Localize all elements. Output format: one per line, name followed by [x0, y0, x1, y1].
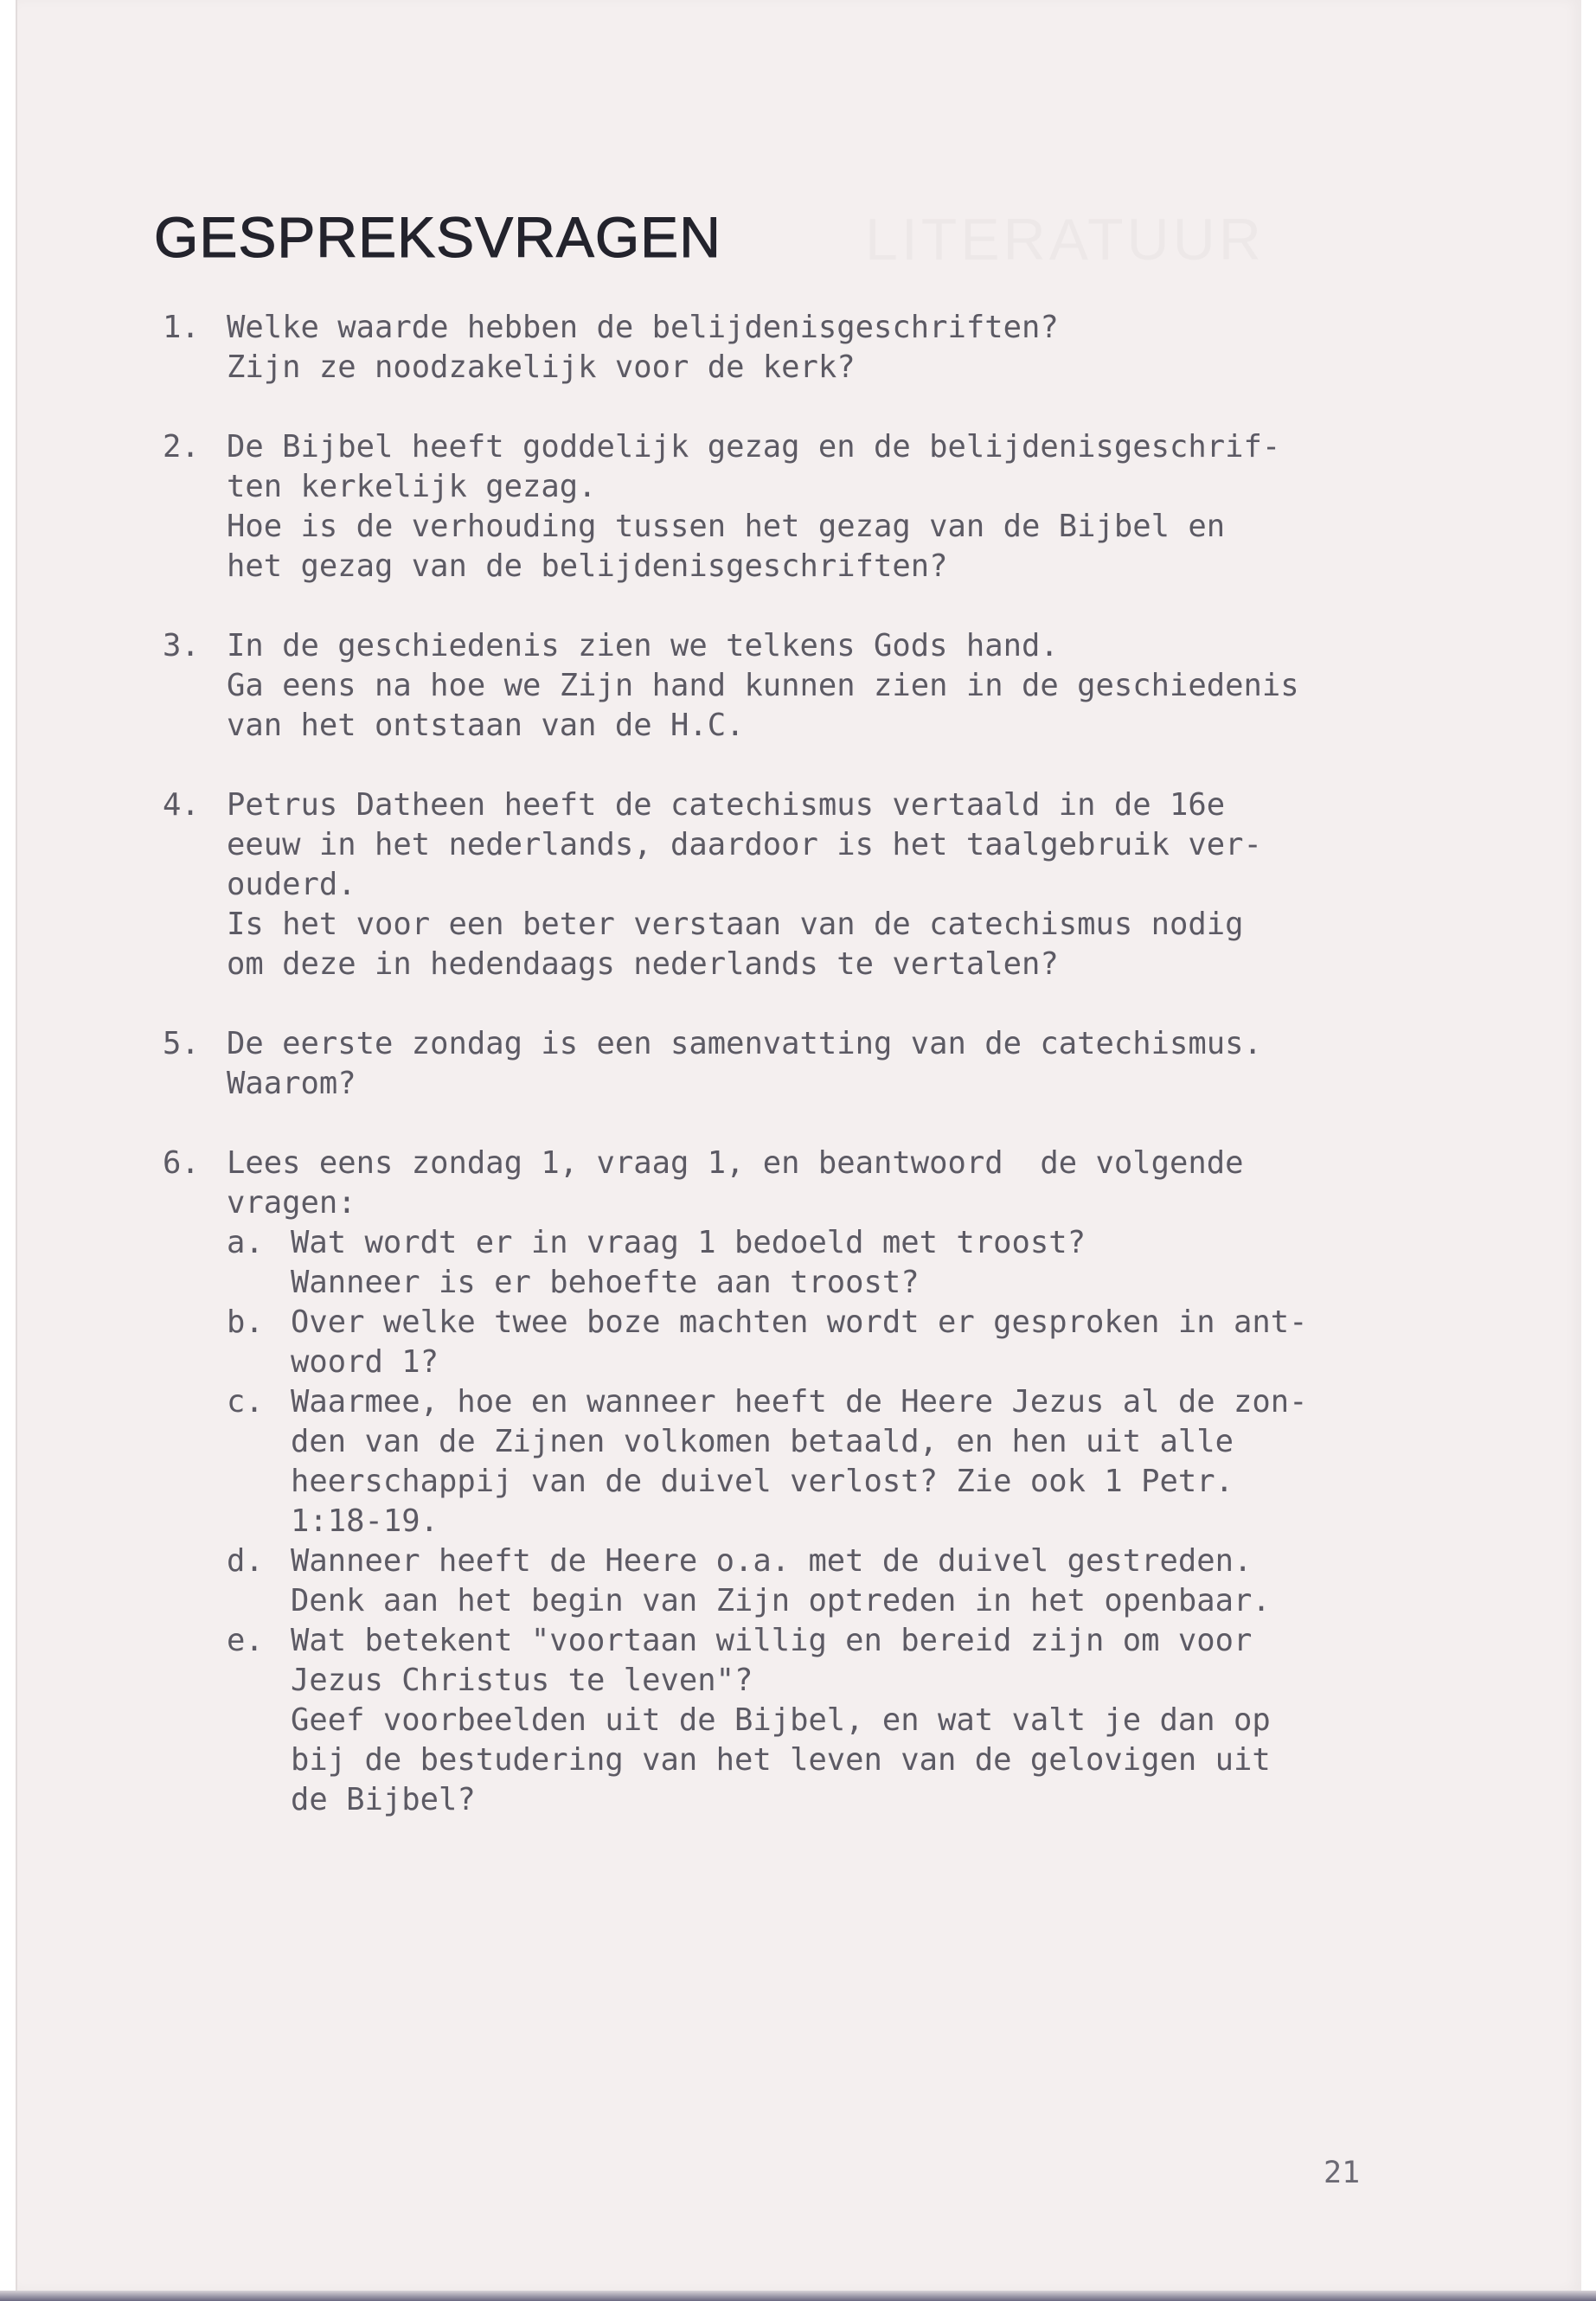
subquestion-item — [227, 1382, 1434, 1541]
subquestion-list — [227, 1223, 1434, 1820]
subquestion-item — [227, 1303, 1434, 1382]
question-text — [227, 626, 1434, 746]
question-line: Waarom? — [227, 1066, 356, 1101]
page-number: 21 — [1324, 2156, 1361, 2190]
question-line: vragen: — [227, 1185, 356, 1221]
subquestion-item — [227, 1541, 1434, 1621]
question-text — [227, 1024, 1434, 1104]
subquestion-text — [291, 1223, 1434, 1303]
question-line: De eerste zondag is een samenvatting van de catechismus. — [227, 1026, 1262, 1061]
question-text — [227, 1144, 1434, 1820]
subquestion-line: Wanneer heeft de Heere o.a. met de duivel gestreden. — [291, 1543, 1253, 1579]
question-line: Ga eens na hoe we Zijn hand kunnen zien in de geschiedenis — [227, 668, 1299, 703]
question-line: In de geschiedenis zien we telkens Gods hand. — [227, 628, 1059, 663]
question-line: Is het voor een beter verstaan van de catechismus nodig — [227, 907, 1244, 942]
question-text — [227, 308, 1434, 388]
show-through-text: LITERATUUR — [865, 207, 1265, 272]
subquestion-line: Over welke twee boze machten wordt er gesproken in ant- — [291, 1304, 1308, 1340]
subquestion-line: Geef voorbeelden uit de Bijbel, en wat valt je dan op — [291, 1702, 1271, 1738]
book-page — [16, 0, 1581, 2291]
question-item — [163, 785, 1434, 984]
question-line: Lees eens zondag 1, vraag 1, en beantwoord de volgende — [227, 1145, 1244, 1181]
subquestion-line: Wat wordt er in vraag 1 bedoeld met troost? — [291, 1225, 1086, 1260]
subquestion-label: e. — [227, 1623, 264, 1658]
question-line: ouderd. — [227, 867, 356, 902]
question-line: van het ontstaan van de H.C. — [227, 708, 745, 743]
question-text — [227, 785, 1434, 984]
subquestion-line: den van de Zijnen volkomen betaald, en hen uit alle — [291, 1424, 1234, 1459]
subquestion-line: Wat betekent "voortaan willig en bereid zijn om voor — [291, 1623, 1253, 1658]
question-text — [227, 427, 1434, 586]
question-number: 1. — [163, 310, 200, 345]
question-line: eeuw in het nederlands, daardoor is het taalgebruik ver- — [227, 827, 1262, 862]
subquestion-text — [291, 1303, 1434, 1382]
question-line: Hoe is de verhouding tussen het gezag van de Bijbel en — [227, 509, 1226, 544]
subquestion-line: Jezus Christus te leven"? — [291, 1663, 753, 1698]
question-number: 3. — [163, 628, 200, 663]
subquestion-label: c. — [227, 1384, 264, 1420]
subquestion-line: woord 1? — [291, 1344, 439, 1380]
subquestion-line: Waarmee, hoe en wanneer heeft de Heere Jezus al de zon- — [291, 1384, 1308, 1420]
subquestion-line: heerschappij van de duivel verlost? Zie ook 1 Petr. — [291, 1464, 1234, 1499]
question-item — [163, 427, 1434, 586]
question-number: 4. — [163, 787, 200, 823]
question-item — [163, 308, 1434, 388]
subquestion-line: bij de bestudering van het leven van de gelovigen uit — [291, 1742, 1271, 1778]
subquestion-line: 1:18-19. — [291, 1503, 439, 1539]
subquestion-item — [227, 1223, 1434, 1303]
question-item — [163, 626, 1434, 746]
question-line: Zijn ze noodzakelijk voor de kerk? — [227, 349, 856, 385]
subquestion-item — [227, 1621, 1434, 1820]
subquestion-line: de Bijbel? — [291, 1782, 476, 1817]
question-line: het gezag van de belijdenisgeschriften? — [227, 548, 948, 584]
question-line: De Bijbel heeft goddelijk gezag en de belijdenisgeschrif- — [227, 429, 1281, 465]
subquestion-label: a. — [227, 1225, 264, 1260]
question-item — [163, 1144, 1434, 1820]
question-item — [163, 1024, 1434, 1104]
question-line: Welke waarde hebben de belijdenisgeschriften? — [227, 310, 1059, 345]
question-number: 6. — [163, 1145, 200, 1181]
question-line: Petrus Datheen heeft de catechismus vertaald in de 16e — [227, 787, 1226, 823]
subquestion-line: Wanneer is er behoefte aan troost? — [291, 1265, 920, 1300]
subquestion-text — [291, 1621, 1434, 1820]
subquestion-text — [291, 1541, 1434, 1621]
question-line: ten kerkelijk gezag. — [227, 469, 597, 504]
question-line: om deze in hedendaags nederlands te vertalen? — [227, 946, 1059, 982]
question-number: 2. — [163, 429, 200, 465]
subquestion-label: d. — [227, 1543, 264, 1579]
page-bottom-edge — [0, 2291, 1596, 2301]
subquestion-label: b. — [227, 1304, 264, 1340]
question-list — [163, 308, 1434, 1860]
subquestion-line: Denk aan het begin van Zijn optreden in het openbaar. — [291, 1583, 1271, 1618]
page-title: GESPREKSVRAGEN — [154, 205, 721, 269]
subquestion-text — [291, 1382, 1434, 1541]
question-number: 5. — [163, 1026, 200, 1061]
